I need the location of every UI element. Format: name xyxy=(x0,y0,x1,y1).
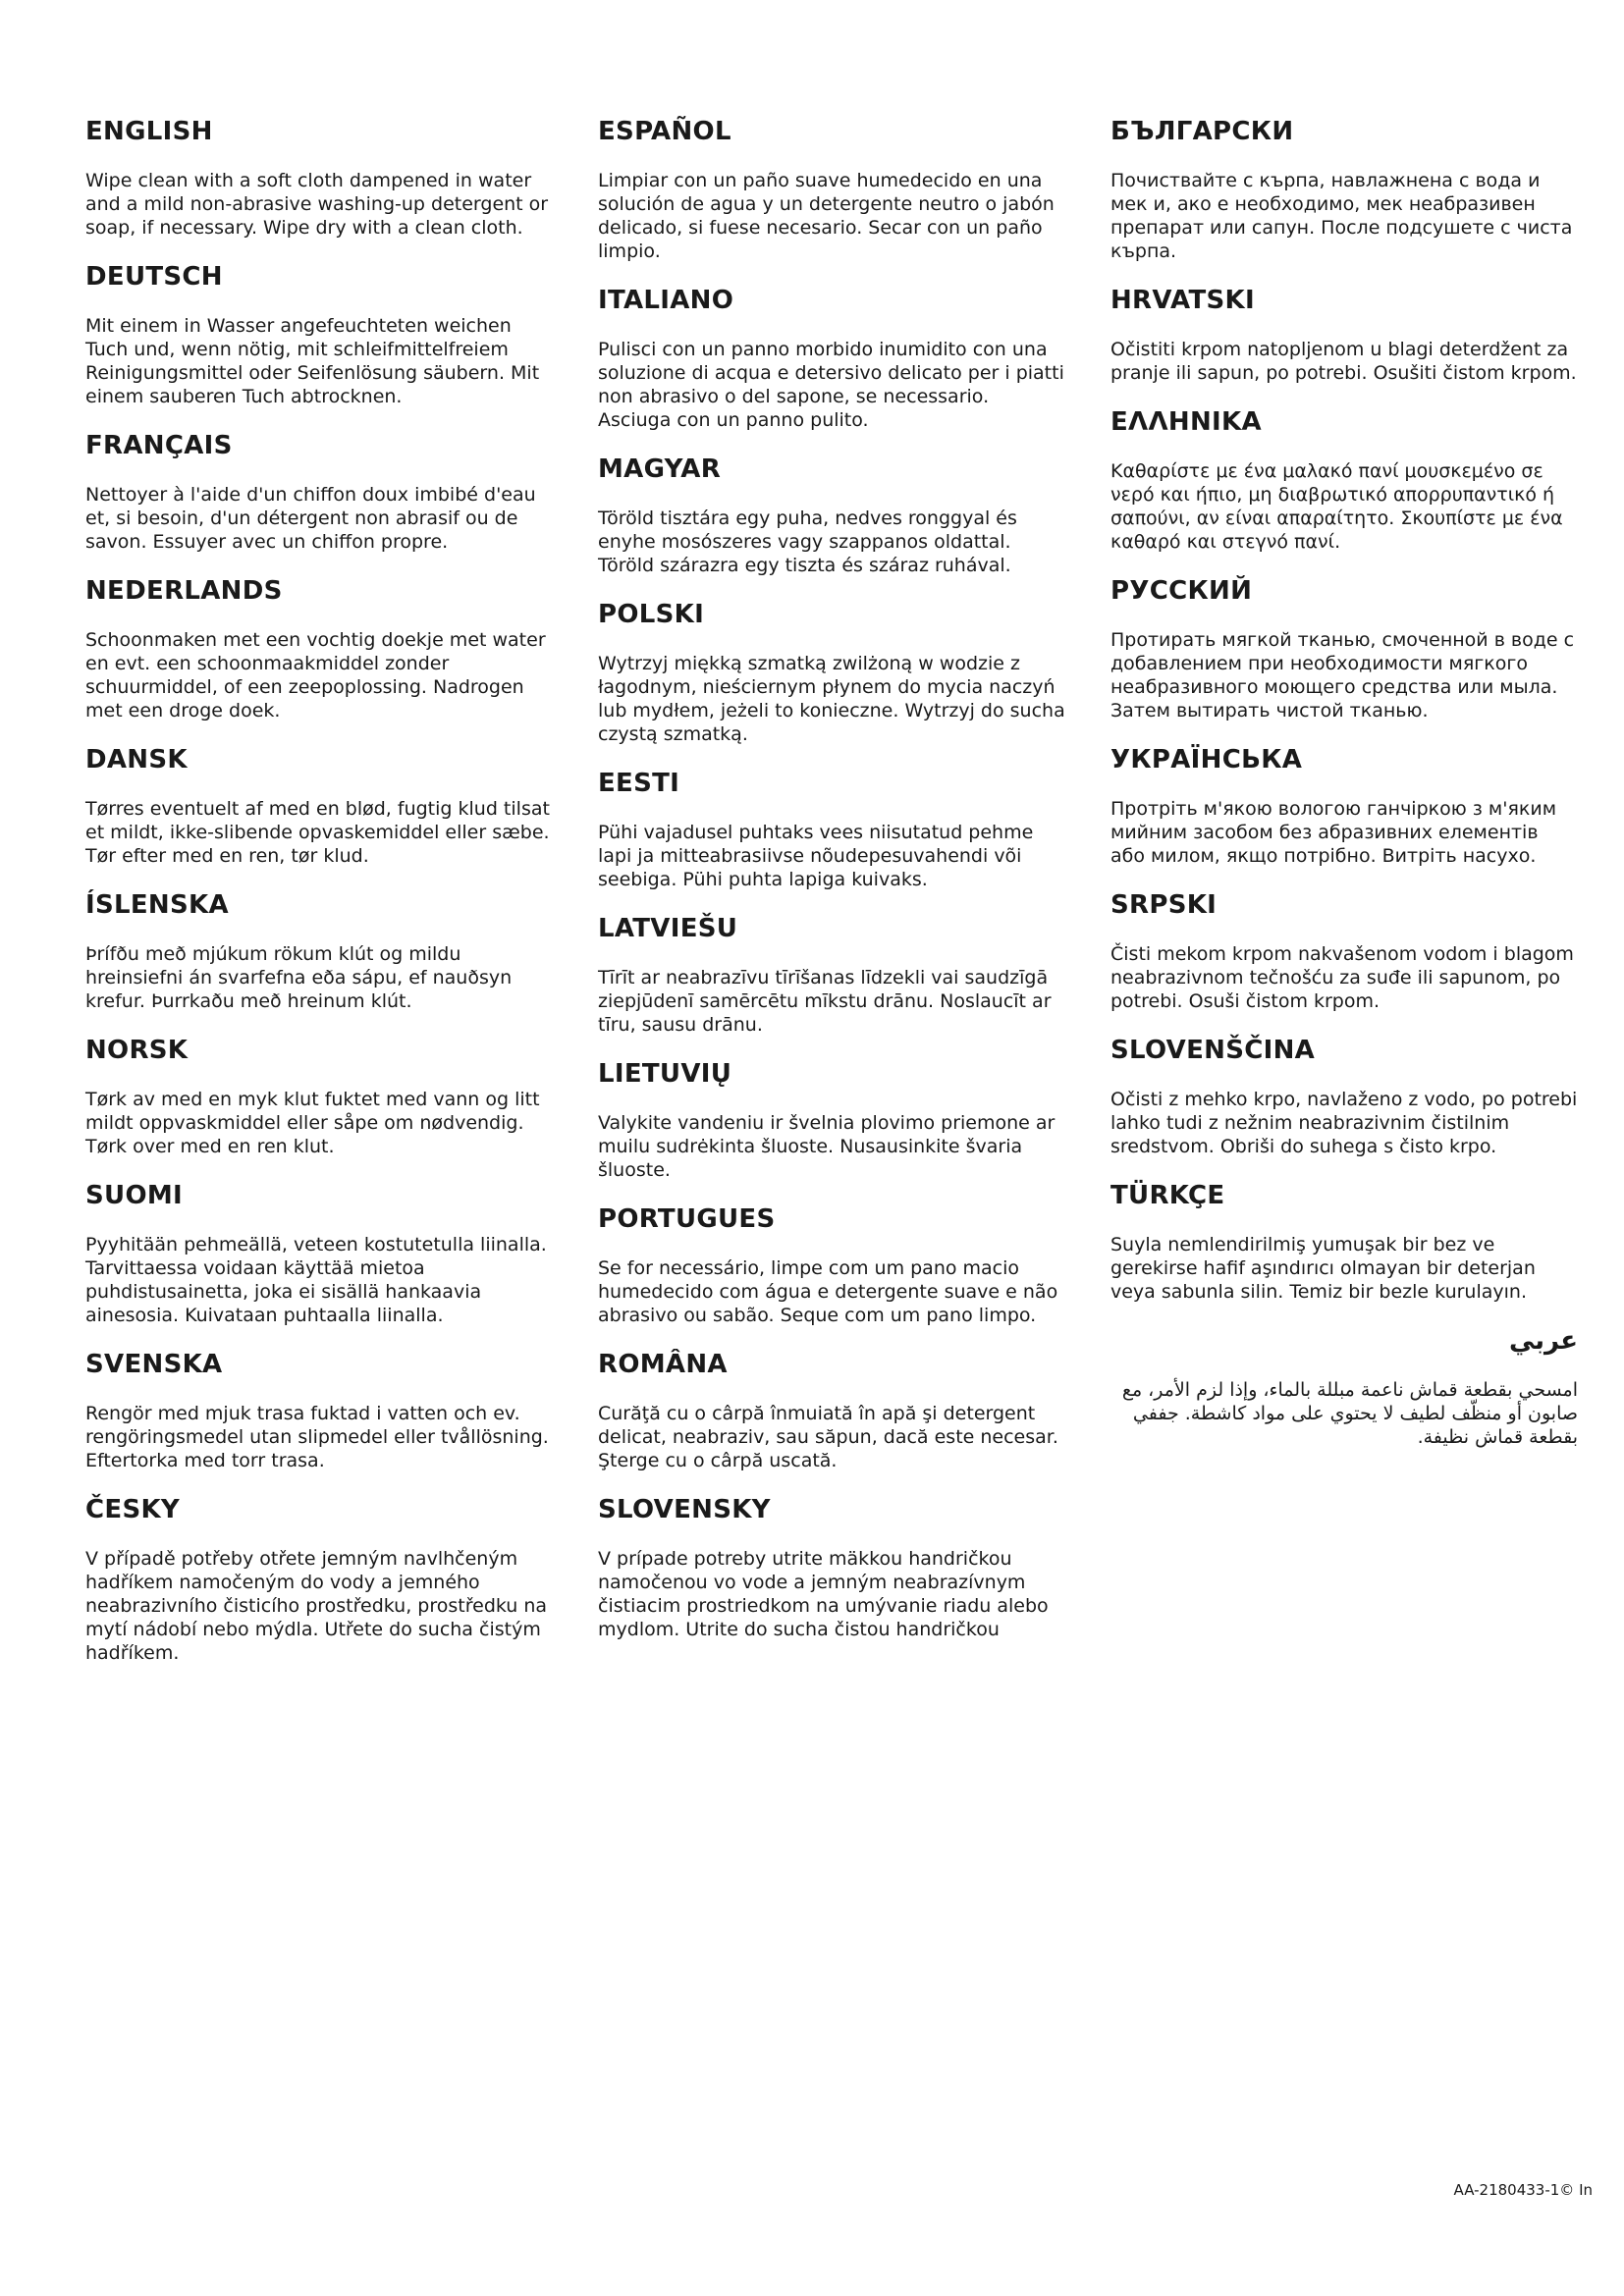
section-text: Tørres eventuelt af med en blød, fugtig klud tilsat et mildt, ikke-slibende opvaskemiddel eller sæbe. Tør efter med en ren, tør klud. xyxy=(85,798,550,867)
section-text: Þrífðu með mjúkum rökum klút og mildu hreinsiefni án svarfefna eða sápu, ef nauðsyn krefur. Þurrkaðu með hreinum klút. xyxy=(85,943,513,1012)
section-slovensky xyxy=(598,1494,1065,1641)
section-title: PORTUGUES xyxy=(598,1204,776,1234)
section-text: Pühi vajadusel puhtaks vees niisutatud pehme lapi ja mitteabrasiivse nõudepesuvahendi või seebiga. Pühi puhta lapiga kuivaks. xyxy=(598,822,1034,890)
section-title: MAGYAR xyxy=(598,454,722,484)
section-nederlands xyxy=(85,575,553,722)
section-suomi xyxy=(85,1180,553,1327)
section-text: Se for necessário, limpe com um pano macio humedecido com água e detergente suave e não abrasivo ou sabão. Seque com um pano limpo. xyxy=(598,1257,1058,1326)
section-title: ČESKY xyxy=(85,1495,181,1524)
section-title: DANSK xyxy=(85,745,188,774)
column-1 xyxy=(85,116,553,2079)
section-title: FRANÇAIS xyxy=(85,431,233,460)
section-text: Почиствайте с кърпа, навлажнена с вода и мек и, ако е необходимо, мек неабразивен препарат или сапун. После подсушете с чиста кърпа. xyxy=(1110,170,1573,262)
section-text: Wipe clean with a soft cloth dampened in water and a mild non-abrasive washing-up detergent or soap, if necessary. Wipe dry with a clean cloth. xyxy=(85,170,549,239)
section-title: ÍSLENSKA xyxy=(85,890,229,920)
section-srpski xyxy=(1110,889,1578,1013)
section-text: Протріть м'якою вологою ганчіркою з м'яким мийним засобом без абразивних елементів або милом, якщо потрібно. Витріть насухо. xyxy=(1110,798,1557,867)
section-turkce xyxy=(1110,1180,1578,1304)
section-espanol xyxy=(598,116,1065,263)
section-norsk xyxy=(85,1035,553,1158)
column-2 xyxy=(598,116,1065,2079)
section-text: Nettoyer à l'aide d'un chiffon doux imbibé d'eau et, si besoin, d'un détergent non abrasif ou de savon. Essuyer avec un chiffon propre. xyxy=(85,484,536,553)
section-greek xyxy=(1110,406,1578,554)
section-text: Suyla nemlendirilmiş yumuşak bir bez ve gerekirse hafif aşındırıcı olmayan bir deterjan veya sabunla silin. Temiz bir bezle kurulayın. xyxy=(1110,1234,1536,1303)
document-code: AA-2180433-1© In xyxy=(1453,2181,1593,2199)
section-text: Očistiti krpom natopljenom u blagi deterdžent za pranje ili sapun, po potrebi. Osušiti čistom krpom. xyxy=(1110,339,1577,384)
section-text: Tørk av med en myk klut fuktet med vann og litt mildt oppvaskmiddel eller såpe om nødvendig. Tørk over med en ren klut. xyxy=(85,1089,540,1157)
section-title: TÜRKÇE xyxy=(1110,1181,1225,1210)
section-title: ITALIANO xyxy=(598,286,734,315)
section-title: УКРАЇНСЬКА xyxy=(1110,745,1303,774)
section-title: عربي xyxy=(1508,1326,1578,1356)
section-title: DEUTSCH xyxy=(85,262,223,292)
section-title: NEDERLANDS xyxy=(85,576,283,606)
section-title: POLSKI xyxy=(598,600,705,629)
section-text: Valykite vandeniu ir švelnia plovimo priemone ar muilu sudrėkinta šluoste. Nusausinkite švaria šluoste. xyxy=(598,1112,1056,1181)
section-title: БЪЛГАРСКИ xyxy=(1110,117,1294,146)
section-title: NORSK xyxy=(85,1036,189,1065)
section-text: Töröld tisztára egy puha, nedves ronggyal és enyhe mosószeres vagy szappanos oldattal. Töröld szárazra egy tiszta és száraz ruhával. xyxy=(598,507,1017,576)
section-text: Schoonmaken met een vochtig doekje met water en evt. een schoonmaakmiddel zonder schuurmiddel, of een zeepoplossing. Nadrogen met een droge doek. xyxy=(85,629,546,721)
section-text: امسحي بقطعة قماش ناعمة مبللة بالماء، وإذا لزم الأمر، مع صابون أو منظّف لطيف لا يحتوي على مواد كاشطة. جففي بقطعة قماش نظيفة. xyxy=(1121,1379,1578,1448)
section-text: Limpiar con un paño suave humedecido en una solución de agua y un detergente neutro o jabón delicado, si fuese necesario. Secar con un paño limpio. xyxy=(598,170,1055,262)
section-polski xyxy=(598,599,1065,746)
section-eesti xyxy=(598,768,1065,891)
section-title: SVENSKA xyxy=(85,1350,223,1379)
section-ukrainian xyxy=(1110,744,1578,868)
section-title: EESTI xyxy=(598,769,680,798)
section-hrvatski xyxy=(1110,285,1578,385)
section-title: SLOVENŠČINA xyxy=(1110,1036,1316,1065)
column-3 xyxy=(1110,116,1578,2079)
section-portugues xyxy=(598,1203,1065,1327)
section-islenska xyxy=(85,889,553,1013)
section-text: V případě potřeby otřete jemným navlhčeným hadříkem namočeným do vody a jemného neabrazivního čisticího prostředku, prostředku na mytí nádobí nebo mýdla. Utřete do sucha čistým hadříkem. xyxy=(85,1548,548,1664)
section-text: Wytrzyj miękką szmatką zwilżoną w wodzie z łagodnym, nieściernym płynem do mycia naczyń lub mydłem, jeżeli to konieczne. Wytrzyj do sucha czystą szmatką. xyxy=(598,653,1065,745)
section-title: ROMÂNA xyxy=(598,1350,728,1379)
section-title: ESPAÑOL xyxy=(598,117,731,146)
section-title: SLOVENSKY xyxy=(598,1495,771,1524)
instruction-columns xyxy=(85,116,1578,2079)
section-arabic xyxy=(1110,1325,1578,1449)
section-italiano xyxy=(598,285,1065,432)
section-title: ΕΛΛΗΝΙΚΑ xyxy=(1110,407,1262,437)
section-text: Tīrīt ar neabrazīvu tīrīšanas līdzekli vai saudzīgā ziepjūdenī samērcētu mīkstu drānu. Noslaucīt ar tīru, sausu drānu. xyxy=(598,967,1052,1036)
section-francais xyxy=(85,430,553,554)
section-text: Καθαρίστε με ένα μαλακό πανί μουσκεμένο σε νερό και ήπιο, μη διαβρωτικό απορρυπαντικό ή σαπούνι, αν είναι απαραίτητο. Σκουπίστε με ένα καθαρό και στεγνό πανί. xyxy=(1110,460,1563,553)
section-text: Протирать мягкой тканью, смоченной в воде с добавлением при необходимости мягкого неабразивного моющего средства или мыла. Затем вытирать чистой тканью. xyxy=(1110,629,1575,721)
section-title: SRPSKI xyxy=(1110,890,1218,920)
section-text: Pyyhitään pehmeällä, veteen kostutetulla liinalla. Tarvittaessa voidaan käyttää mietoa puhdistusainetta, joka ei sisällä hankaavia ainesosia. Kuivataan puhtaalla liinalla. xyxy=(85,1234,547,1326)
section-text: Očisti z mehko krpo, navlaženo z vodo, po potrebi lahko tudi z nežnim neabrazivnim čistilnim sredstvom. Obriši do suhega s čisto krpo. xyxy=(1110,1089,1578,1157)
section-cesky xyxy=(85,1494,553,1665)
section-title: SUOMI xyxy=(85,1181,183,1210)
section-title: LATVIEŠU xyxy=(598,914,738,943)
section-dansk xyxy=(85,744,553,868)
section-deutsch xyxy=(85,261,553,408)
section-text: Pulisci con un panno morbido inumidito con una soluzione di acqua e detersivo delicato per i piatti non abrasivo o del sapone, se necessario. Asciuga con un panno pulito. xyxy=(598,339,1064,431)
section-title: РУССКИЙ xyxy=(1110,576,1253,606)
section-magyar xyxy=(598,454,1065,577)
section-title: HRVATSKI xyxy=(1110,286,1255,315)
section-title: LIETUVIŲ xyxy=(598,1059,732,1089)
section-english xyxy=(85,116,553,240)
section-text: Curăţă cu o cârpă înmuiată în apă şi detergent delicat, neabraziv, sau săpun, dacă este necesar. Şterge cu o cârpă uscată. xyxy=(598,1403,1058,1471)
section-latviesu xyxy=(598,913,1065,1037)
section-lietuviu xyxy=(598,1058,1065,1182)
section-text: Čisti mekom krpom nakvašenom vodom i blagom neabrazivnom tečnošću za suđe ili sapunom, po potrebi. Osuši čistom krpom. xyxy=(1110,943,1574,1012)
section-text: Rengör med mjuk trasa fuktad i vatten och ev. rengöringsmedel utan slipmedel eller tvållösning. Eftertorka med torr trasa. xyxy=(85,1403,549,1471)
section-text: V prípade potreby utrite mäkkou handričkou namočenou vo vode a jemným neabrazívnym čistiacim prostriedkom na umývanie riadu alebo mydlom. Utrite do sucha čistou handričkou xyxy=(598,1548,1049,1640)
section-bulgarian xyxy=(1110,116,1578,263)
section-slovenscina xyxy=(1110,1035,1578,1158)
section-text: Mit einem in Wasser angefeuchteten weichen Tuch und, wenn nötig, mit schleifmittelfreiem Reinigungsmittel oder Seifenlösung säubern. Mit einem sauberen Tuch abtrocknen. xyxy=(85,315,540,407)
section-russian xyxy=(1110,575,1578,722)
section-svenska xyxy=(85,1349,553,1472)
section-romana xyxy=(598,1349,1065,1472)
section-title: ENGLISH xyxy=(85,117,213,146)
